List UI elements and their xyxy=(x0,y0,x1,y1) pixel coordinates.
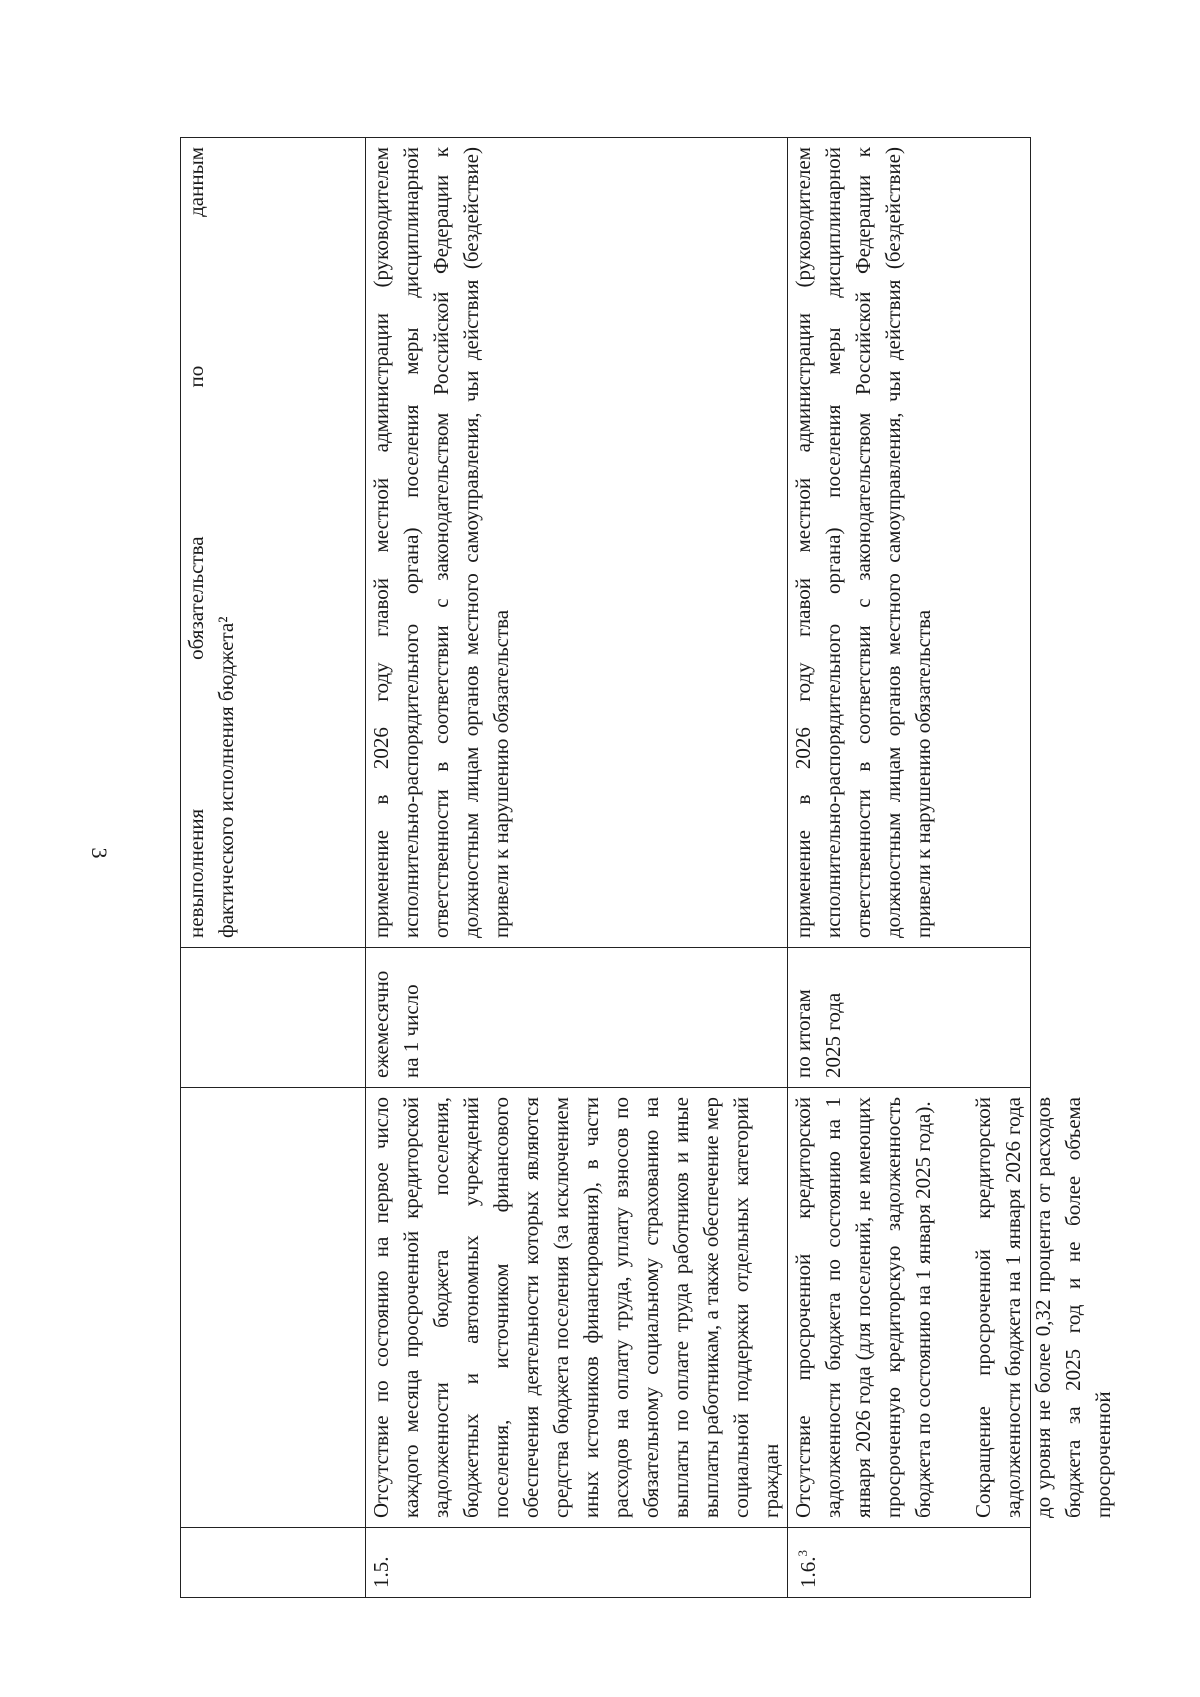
table-row xyxy=(366,138,788,1598)
consequence-line: невыполнения обязательства по данным xyxy=(184,147,208,938)
indicator-cell xyxy=(788,1088,1115,1528)
consequence-cell-continuation xyxy=(181,138,366,948)
indicator-cell-empty xyxy=(181,1088,366,1528)
indicator-text: Сокращение просроченной кредиторской задолженности бюджета на 1 января 2026 года до уровня не более 0,32 процента от расходов бюджета за 2025 год и не более объема просроченной xyxy=(971,1097,1115,1518)
number-cell-empty xyxy=(181,1528,366,1598)
table-row xyxy=(788,138,1031,1598)
page-number: 3 xyxy=(87,847,112,859)
row-number: 1.5. xyxy=(369,1556,393,1588)
indicator-text: Отсутствие по состоянию на первое число каждого месяца просроченной кредиторской задолженности бюджета поселения, бюджетных и автономных учреждений поселения, источником финансового обеспечения деятельности которых являются средства бюджета поселения (за исключением иных источников финансирования), в части расходов на оплату труда, уплату взносов по обязательному социальному страхованию на выплаты по оплате труда работников и иные выплаты работникам, а также обеспечение мер социальной поддержки отдельных категорий граждан xyxy=(369,1097,783,1518)
indicator-cell xyxy=(366,1088,788,1528)
consequence-text: применение в 2026 году главой местной администрации (руководителем исполнительно-распорядительного органа) поселения меры дисциплинарной ответственности в соответствии с законодательством Российской Федерации к должностным лицам органов местного самоуправления, чьи действия (бездействие) привели к нарушению обязательства xyxy=(791,147,935,938)
period-line: по итогам xyxy=(791,989,815,1078)
consequence-cell xyxy=(788,138,1031,948)
period-line: 2025 года xyxy=(821,992,845,1078)
row-number: 1.6. xyxy=(796,1556,820,1588)
obligations-table xyxy=(180,137,1115,1598)
period-cell xyxy=(788,948,1031,1088)
row-number-cell xyxy=(788,1528,1031,1598)
period-cell-empty xyxy=(181,948,366,1088)
indicator-text: Отсутствие просроченной кредиторской задолженности бюджета по состоянию на 1 января 2026 года (для поселений, не имеющих просроченную кредиторскую задолженность бюджета по состоянию на 1 января 2025 года). xyxy=(791,1097,935,1518)
period-cell xyxy=(366,948,788,1088)
table-row-continuation xyxy=(181,138,366,1598)
consequence-line: фактического исполнения бюджета² xyxy=(214,616,238,938)
period-line: на 1 число xyxy=(399,984,423,1078)
footnote-marker: 3 xyxy=(795,1550,810,1557)
row-number-cell xyxy=(366,1528,788,1598)
period-line: ежемесячно xyxy=(369,970,393,1078)
consequence-cell xyxy=(366,138,788,948)
consequence-text: применение в 2026 году главой местной администрации (руководителем исполнительно-распорядительного органа) поселения меры дисциплинарной ответственности в соответствии с законодательством Российской Федерации к должностным лицам органов местного самоуправления, чьи действия (бездействие) привели к нарушению обязательства xyxy=(369,147,513,938)
rotated-page-content xyxy=(180,138,1115,1598)
